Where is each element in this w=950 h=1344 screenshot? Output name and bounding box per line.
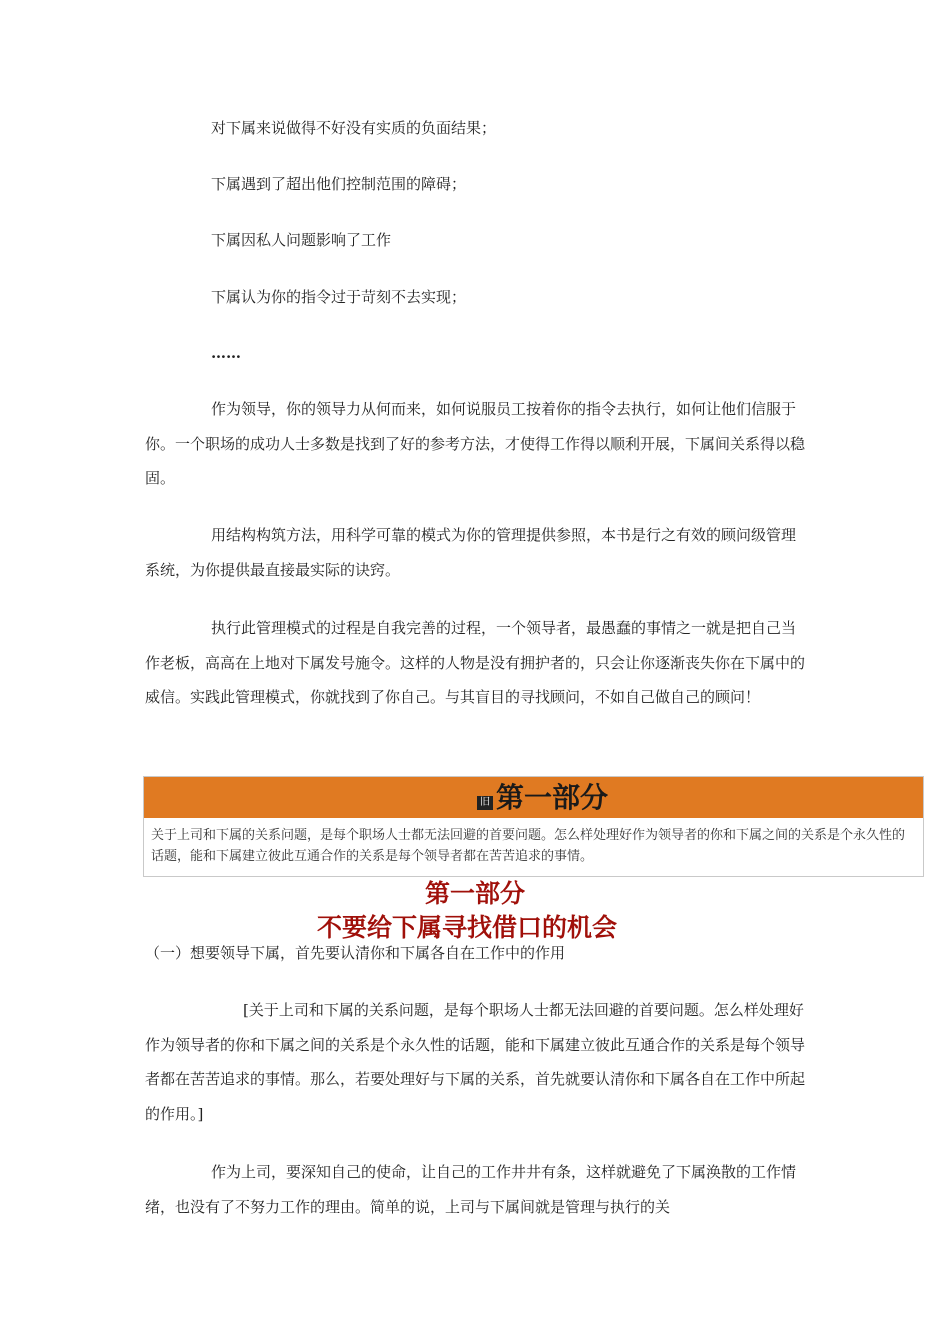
banner-title: 第一部分 [496,781,609,814]
list-item: 下属认为你的指令过于苛刻不去实现； [211,288,467,306]
paragraph: 作为上司，要深知自己的使命，让自己的工作井井有条，这样就避免了下属涣散的工作情绪，也没有了不努力工作的理由。简单的说，上司与下属间就是管理与执行的关 [145,1163,797,1216]
list-item: 下属因私人问题影响了工作 [211,231,392,249]
chapter-title: 不要给下属寻找借口的机会 [316,913,617,942]
paragraph: 作为领导，你的领导力从何而来，如何说服员工按着你的指令去执行，如何让他们信服于你。一个职场的成功人士多数是找到了好的参考方法，才使得工作得以顺利开展，下属间关系得以稳固。 [145,400,806,487]
banner-description: 关于上司和下属的关系问题，是每个职场人士都无法回避的首要问题。怎么样处理好作为领导者的你和下属之间的关系是个永久性的话题，能和下属建立彼此互通合作的关系是每个领导者都在苦苦追求的事情。 [151,828,906,864]
document-icon: 旧 [477,796,493,810]
list-item: …… [211,344,241,362]
sub-heading: （一）想要领导下属，首先要认清你和下属各自在工作中的作用 [145,944,566,962]
banner-header [144,777,923,818]
list-item: 对下属来说做得不好没有实质的负面结果； [211,119,497,137]
quote-paragraph: [关于上司和下属的关系问题，是每个职场人士都无法回避的首要问题。怎么样处理好作为领导者的你和下属之间的关系是个永久性的话题，能和下属建立彼此互通合作的关系是每个领导者都在苦苦追求的事情。那么，若要处理好与下属的关系，首先就要认清你和下属各自在工作中所起的作用。] [145,1001,806,1123]
paragraph: 用结构构筑方法，用科学可靠的模式为你的管理提供参照，本书是行之有效的顾问级管理系统，为你提供最直接最实际的诀窍。 [145,526,797,579]
part-banner [143,776,924,877]
paragraph: 执行此管理模式的过程是自我完善的过程，一个领导者，最愚蠢的事情之一就是把自己当作老板，高高在上地对下属发号施令。这样的人物是没有拥护者的，只会让你逐渐丧失你在下属中的威信。实践此管理模式，你就找到了你自己。与其盲目的寻找顾问，不如自己做自己的顾问！ [145,619,806,706]
part-title: 第一部分 [424,879,525,908]
list-item: 下属遇到了超出他们控制范围的障碍； [211,175,467,193]
